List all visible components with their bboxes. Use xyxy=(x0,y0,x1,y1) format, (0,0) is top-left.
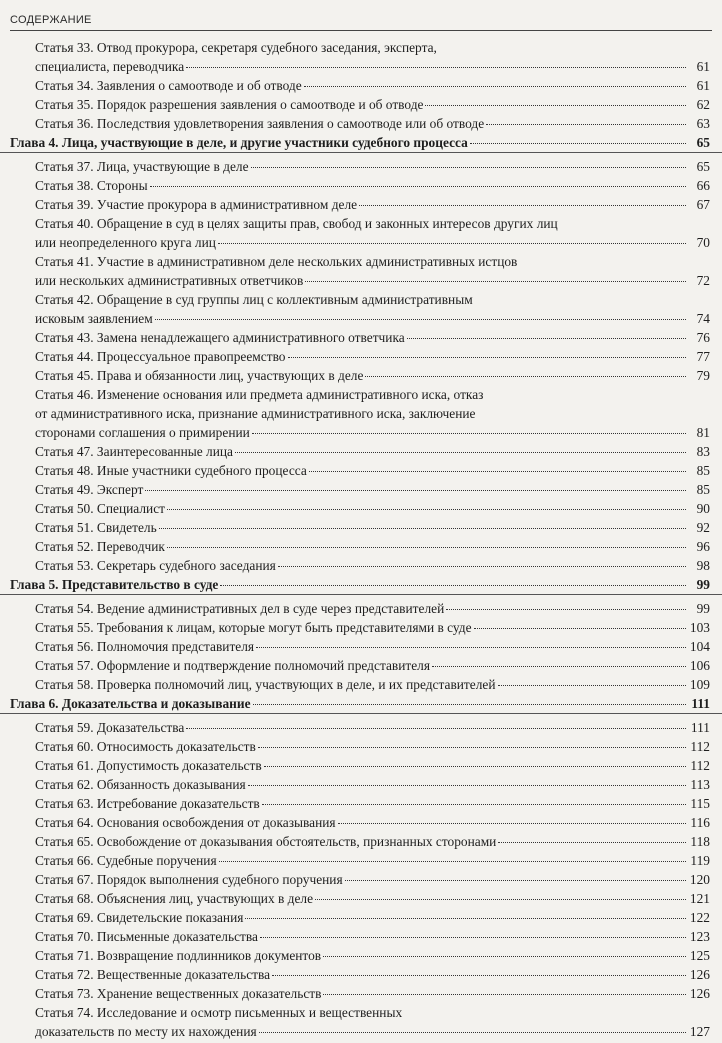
toc-entry-text: доказательств по месту их нахождения xyxy=(35,1024,257,1039)
toc-article[interactable] xyxy=(0,775,722,794)
dot-leader xyxy=(470,143,686,144)
toc-page-number: 125 xyxy=(689,948,710,963)
toc-entry-text: Статья 46. Изменение основания или предмета административного иска, отказ xyxy=(35,387,484,402)
toc-entry-text: Статья 56. Полномочия представителя xyxy=(35,639,255,654)
toc-article[interactable] xyxy=(0,946,722,965)
toc-entry-text: Статья 71. Возвращение подлинников документов xyxy=(35,948,322,963)
toc-page-number: 85 xyxy=(696,463,710,478)
toc-page-number: 92 xyxy=(696,520,710,535)
dot-leader xyxy=(218,243,686,244)
toc-article[interactable] xyxy=(0,637,722,656)
toc-page-number: 116 xyxy=(690,815,710,830)
toc-entry-text: Статья 58. Проверка полномочий лиц, участвующих в деле, и их представителей xyxy=(35,677,496,692)
toc-page-number: 98 xyxy=(696,558,710,573)
toc-entry-text: Статья 61. Допустимость доказательств xyxy=(35,758,262,773)
toc-article[interactable] xyxy=(0,385,722,442)
toc-article[interactable] xyxy=(0,157,722,176)
toc-article[interactable] xyxy=(0,1003,722,1041)
toc-entry-text: Статья 73. Хранение вещественных доказательств xyxy=(35,986,322,1001)
toc-entry-text: Статья 34. Заявления о самоотводе и об отводе xyxy=(35,78,302,93)
dot-leader xyxy=(256,647,686,648)
toc-article[interactable] xyxy=(0,813,722,832)
toc-entry-text: Статья 49. Эксперт xyxy=(35,482,144,497)
toc-page-number: 127 xyxy=(689,1024,710,1039)
dot-leader xyxy=(359,205,686,206)
toc-entry-text: исковым заявлением xyxy=(35,311,153,326)
dot-leader xyxy=(498,685,686,686)
dot-leader xyxy=(248,785,686,786)
dot-leader xyxy=(251,167,686,168)
toc-entry-text: Статья 47. Заинтересованные лица xyxy=(35,444,233,459)
dot-leader xyxy=(253,704,686,705)
toc-article[interactable] xyxy=(0,718,722,737)
dot-leader xyxy=(186,67,686,68)
toc-article[interactable] xyxy=(0,851,722,870)
toc-entry-text: Глава 6. Доказательства и доказывание xyxy=(10,696,251,711)
toc-entry-text: специалиста, переводчика xyxy=(35,59,185,74)
toc-entry-text: Статья 54. Ведение административных дел в суде через представителей xyxy=(35,601,445,616)
toc-page-number: 76 xyxy=(696,330,710,345)
toc-page-number: 126 xyxy=(689,967,710,982)
toc-page-number: 83 xyxy=(696,444,710,459)
dot-leader xyxy=(365,376,686,377)
toc-article[interactable] xyxy=(0,889,722,908)
toc-entry-text: Статья 60. Относимость доказательств xyxy=(35,739,256,754)
toc-page-number: 85 xyxy=(696,482,710,497)
toc-page-number: 61 xyxy=(696,59,710,74)
dot-leader xyxy=(167,547,686,548)
toc-article[interactable] xyxy=(0,756,722,775)
dot-leader xyxy=(150,186,686,187)
dot-leader xyxy=(220,585,686,586)
toc-article[interactable] xyxy=(0,114,722,133)
dot-leader xyxy=(262,804,686,805)
toc-entry-text: или неопределенного круга лиц xyxy=(35,235,216,250)
dot-leader xyxy=(258,747,686,748)
toc-article[interactable] xyxy=(0,214,722,252)
toc-entry-text: Статья 69. Свидетельские показания xyxy=(35,910,244,925)
toc-entry-text: Статья 74. Исследование и осмотр письменных и вещественных xyxy=(35,1005,403,1020)
toc-page-number: 121 xyxy=(689,891,710,906)
toc-article[interactable] xyxy=(0,737,722,756)
dot-leader xyxy=(432,666,686,667)
dot-leader xyxy=(323,956,686,957)
toc-page-number: 63 xyxy=(696,116,710,131)
toc-article[interactable] xyxy=(0,499,722,518)
toc-page-number: 70 xyxy=(696,235,710,250)
dot-leader xyxy=(407,338,686,339)
dot-leader xyxy=(278,566,686,567)
toc-page-number: 118 xyxy=(690,834,710,849)
toc-page-number: 126 xyxy=(689,986,710,1001)
page-header xyxy=(10,12,712,31)
toc-article[interactable] xyxy=(0,537,722,556)
toc-page-number: 65 xyxy=(696,159,710,174)
toc-entry-text: Статья 63. Истребование доказательств xyxy=(35,796,260,811)
dot-leader xyxy=(186,728,686,729)
toc-article[interactable] xyxy=(0,347,722,366)
toc-page-number: 96 xyxy=(696,539,710,554)
toc-entry-text: Статья 66. Судебные поручения xyxy=(35,853,217,868)
toc-entry-text: Статья 43. Замена ненадлежащего административного ответчика xyxy=(35,330,405,345)
toc-entry-text: Глава 5. Представительство в суде xyxy=(10,577,219,592)
toc-page-number: 72 xyxy=(696,273,710,288)
toc-entry-text: от административного иска, признание административного иска, заключение xyxy=(35,406,476,421)
toc-article[interactable] xyxy=(0,870,722,889)
toc-entry-text: Статья 62. Обязанность доказывания xyxy=(35,777,246,792)
toc-page-number: 113 xyxy=(690,777,710,792)
toc-entry-text: Статья 41. Участие в административном деле нескольких административных истцов xyxy=(35,254,518,269)
toc-page-number: 90 xyxy=(696,501,710,516)
dot-leader xyxy=(305,281,686,282)
toc-entry-text: Статья 35. Порядок разрешения заявления о самоотводе и об отводе xyxy=(35,97,424,112)
toc-entry-text: Статья 57. Оформление и подтверждение полномочий представителя xyxy=(35,658,431,673)
toc-page-number: 66 xyxy=(696,178,710,193)
toc-article[interactable] xyxy=(0,556,722,575)
dot-leader xyxy=(304,86,686,87)
dot-leader xyxy=(338,823,686,824)
toc-entry-text: Статья 65. Освобождение от доказывания обстоятельств, признанных сторонами xyxy=(35,834,497,849)
toc-page-number: 77 xyxy=(696,349,710,364)
dot-leader xyxy=(425,105,686,106)
toc-entry-text: Статья 64. Основания освобождения от доказывания xyxy=(35,815,336,830)
dot-leader xyxy=(486,124,686,125)
toc-page-number: 61 xyxy=(696,78,710,93)
toc-article[interactable] xyxy=(0,927,722,946)
toc-article[interactable] xyxy=(0,480,722,499)
dot-leader xyxy=(219,861,686,862)
toc-article[interactable] xyxy=(0,656,722,675)
toc-article[interactable] xyxy=(0,518,722,537)
toc-entry-text: Статья 33. Отвод прокурора, секретаря судебного заседания, эксперта, xyxy=(35,40,437,55)
dot-leader xyxy=(235,452,686,453)
toc-entry-text: Статья 55. Требования к лицам, которые могут быть представителями в суде xyxy=(35,620,472,635)
dot-leader xyxy=(309,471,686,472)
toc-page-number: 119 xyxy=(690,853,710,868)
dot-leader xyxy=(288,357,687,358)
dot-leader xyxy=(315,899,686,900)
toc-entry-text: или нескольких административных ответчиков xyxy=(35,273,304,288)
toc-page-number: 122 xyxy=(689,910,710,925)
dot-leader xyxy=(323,994,686,995)
toc-article[interactable] xyxy=(0,195,722,214)
toc-page-number: 111 xyxy=(691,696,710,711)
toc-article[interactable] xyxy=(0,328,722,347)
dot-leader xyxy=(264,766,686,767)
toc-entry-text: Статья 48. Иные участники судебного процесса xyxy=(35,463,307,478)
table-of-contents xyxy=(0,38,722,1041)
toc-entry-text: Статья 70. Письменные доказательства xyxy=(35,929,258,944)
dot-leader xyxy=(446,609,686,610)
dot-leader xyxy=(155,319,686,320)
toc-page-number: 103 xyxy=(689,620,710,635)
toc-entry-text: Статья 40. Обращение в суд в целях защиты прав, свобод и законных интересов других лиц xyxy=(35,216,558,231)
toc-page-number: 62 xyxy=(696,97,710,112)
toc-entry-text: Статья 44. Процессуальное правопреемство xyxy=(35,349,286,364)
toc-page-number: 79 xyxy=(696,368,710,383)
running-head-title: СОДЕРЖАНИЕ xyxy=(10,14,92,26)
toc-article[interactable] xyxy=(0,176,722,195)
toc-article[interactable] xyxy=(0,984,722,1003)
toc-entry-text: Статья 50. Специалист xyxy=(35,501,165,516)
toc-article[interactable] xyxy=(0,76,722,95)
toc-entry-text: Статья 52. Переводчик xyxy=(35,539,165,554)
toc-entry-text: Статья 45. Права и обязанности лиц, участвующих в деле xyxy=(35,368,364,383)
toc-chapter[interactable] xyxy=(0,694,722,714)
toc-article[interactable] xyxy=(0,252,722,290)
toc-entry-text: Статья 42. Обращение в суд группы лиц с коллективным административным xyxy=(35,292,473,307)
toc-page-number: 109 xyxy=(689,677,710,692)
dot-leader xyxy=(474,628,686,629)
dot-leader xyxy=(345,880,686,881)
toc-article[interactable] xyxy=(0,599,722,618)
toc-page-number: 99 xyxy=(696,577,710,592)
toc-page-number: 67 xyxy=(696,197,710,212)
toc-page-number: 111 xyxy=(690,720,710,735)
toc-article[interactable] xyxy=(0,618,722,637)
toc-page-number: 123 xyxy=(689,929,710,944)
toc-article[interactable] xyxy=(0,442,722,461)
toc-page-number: 112 xyxy=(690,739,710,754)
toc-article[interactable] xyxy=(0,675,722,694)
toc-entry-text: Статья 39. Участие прокурора в административном деле xyxy=(35,197,358,212)
toc-page-number: 115 xyxy=(690,796,710,811)
dot-leader xyxy=(145,490,686,491)
toc-page-number: 81 xyxy=(696,425,710,440)
toc-page-number: 112 xyxy=(690,758,710,773)
toc-page-number: 99 xyxy=(696,601,710,616)
toc-article[interactable] xyxy=(0,95,722,114)
toc-article[interactable] xyxy=(0,908,722,927)
toc-entry-text: Глава 4. Лица, участвующие в деле, и другие участники судебного процесса xyxy=(10,135,468,150)
toc-entry-text: сторонами соглашения о примирении xyxy=(35,425,250,440)
toc-chapter[interactable] xyxy=(0,575,722,595)
dot-leader xyxy=(167,509,686,510)
toc-entry-text: Статья 37. Лица, участвующие в деле xyxy=(35,159,249,174)
toc-page-number: 104 xyxy=(689,639,710,654)
dot-leader xyxy=(498,842,686,843)
toc-entry-text: Статья 36. Последствия удовлетворения заявления о самоотводе или об отводе xyxy=(35,116,485,131)
toc-entry-text: Статья 51. Свидетель xyxy=(35,520,157,535)
toc-article[interactable] xyxy=(0,38,722,76)
toc-article[interactable] xyxy=(0,794,722,813)
toc-entry-text: Статья 68. Объяснения лиц, участвующих в деле xyxy=(35,891,314,906)
toc-page-number: 106 xyxy=(689,658,710,673)
dot-leader xyxy=(272,975,686,976)
toc-article[interactable] xyxy=(0,832,722,851)
toc-page-number: 65 xyxy=(696,135,710,150)
toc-chapter[interactable] xyxy=(0,133,722,153)
toc-entry-text: Статья 67. Порядок выполнения судебного поручения xyxy=(35,872,343,887)
toc-article[interactable] xyxy=(0,461,722,480)
toc-page-number: 120 xyxy=(689,872,710,887)
dot-leader xyxy=(260,937,686,938)
toc-entry-text: Статья 53. Секретарь судебного заседания xyxy=(35,558,276,573)
toc-entry-text: Статья 72. Вещественные доказательства xyxy=(35,967,271,982)
dot-leader xyxy=(245,918,686,919)
toc-article[interactable] xyxy=(0,965,722,984)
toc-article[interactable] xyxy=(0,290,722,328)
dot-leader xyxy=(259,1032,686,1033)
dot-leader xyxy=(159,528,686,529)
toc-entry-text: Статья 38. Стороны xyxy=(35,178,148,193)
dot-leader xyxy=(252,433,686,434)
toc-article[interactable] xyxy=(0,366,722,385)
toc-entry-text: Статья 59. Доказательства xyxy=(35,720,185,735)
toc-page-number: 74 xyxy=(696,311,710,326)
